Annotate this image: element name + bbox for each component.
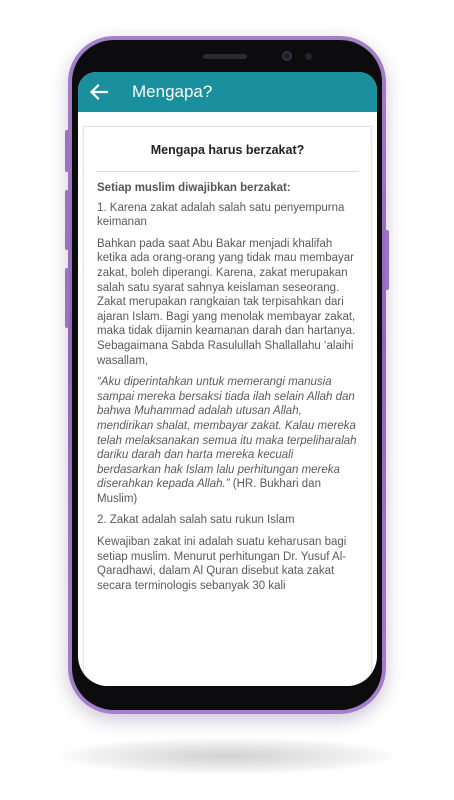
hadith-quote <box>97 375 359 506</box>
article-lead: Setiap muslim diwajibkan berzakat: <box>97 182 291 194</box>
hadith-source: (HR. Bukhari dan Muslim) <box>97 478 321 505</box>
paragraph-1: Bahkan pada saat Abu Bakar menjadi khalifah ketika ada orang-orang yang tidak mau membayar zakat, boleh diperangi. Karena, zakat merupakan salah satu syarat sahnya keislaman seseorang. Zakat merupakan rangkaian tak terpisahkan dari ajaran Islam. Bagi yang menolak membayar zakat, maka tidak dijamin keamanan darah dan hartanya. Sebagaimana Sabda Rasulullah Shallallahu ‘alaihi wasallam, <box>97 237 356 367</box>
power-button <box>385 230 389 290</box>
floor-shadow <box>60 738 394 774</box>
title-divider <box>96 171 359 172</box>
volume-down-button <box>65 268 69 328</box>
point-2-heading: 2. Zakat adalah salah satu rukun Islam <box>97 514 295 527</box>
article-title: Mengapa harus berzakat? <box>150 143 305 157</box>
bixby-button <box>65 130 69 172</box>
app-bar <box>78 72 377 112</box>
hadith-quote-text: “Aku diperintahkan untuk memerangi manusia sampai mereka bersaksi tiada ilah selain Allah dan bahwa Muhammad adalah utusan Allah, mendirikan shalat, membayar zakat. Kalau mereka telah melaksanakan semua itu maka terpeliharalah dariku darah dan harta mereka kecuali berdasarkan hak Islam lalu perhitungan mereka diserahkan kepada Allah.” <box>97 376 357 491</box>
point-1-heading: 1. Karena zakat adalah salah satu penyempurna keimanan <box>97 201 345 229</box>
article-card <box>83 126 372 686</box>
article-scroll-area[interactable] <box>97 181 359 651</box>
article-body <box>97 181 359 593</box>
arrow-left-icon <box>86 79 112 105</box>
back-button[interactable] <box>86 79 112 105</box>
proximity-sensor <box>305 53 312 60</box>
front-camera <box>282 51 292 61</box>
page-title: Mengapa? <box>132 82 213 101</box>
paragraph-2: Kewajiban zakat ini adalah suatu keharusan bagi setiap muslim. Menurut perhitungan Dr. Yusuf Al-Qaradhawi, dalam Al Quran disebut kata zakat secara terminologis sebanyak 30 kali <box>97 536 347 592</box>
volume-up-button <box>65 190 69 250</box>
earpiece-speaker <box>203 54 247 59</box>
phone-screen <box>78 72 377 686</box>
